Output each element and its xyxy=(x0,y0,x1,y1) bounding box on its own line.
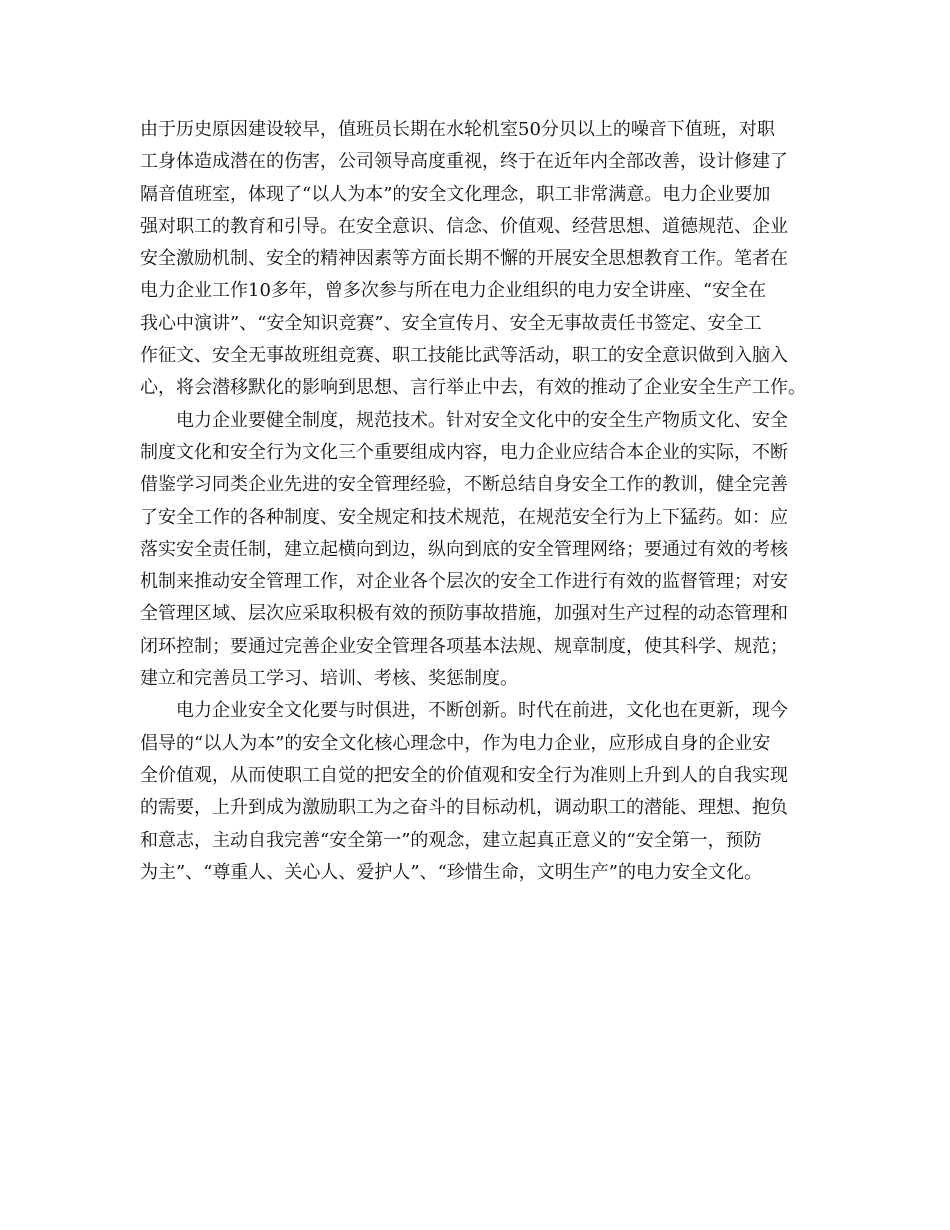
document-body xyxy=(140,114,820,889)
text-line: 的需要，上升到成为激励职工为之奋斗的目标动机，调动职工的潜能、理想、抱负 xyxy=(140,797,788,819)
text-line: 机制来推动安全管理工作，对企业各个层次的安全工作进行有效的监督管理；对安 xyxy=(140,571,788,593)
text-line: 建立和完善员工学习、培训、考核、奖惩制度。 xyxy=(140,668,518,690)
text-line: 全价值观，从而使职工自觉的把安全的价值观和安全行为准则上升到人的自我实现 xyxy=(140,764,788,786)
text-line: 倡导的“以人为本”的安全文化核心理念中，作为电力企业，应形成自身的企业安 xyxy=(140,732,771,754)
text-line: 安全激励机制、安全的精神因素等方面长期不懈的开展安全思想教育工作。笔者在 xyxy=(140,248,788,270)
text-line: 为主”、“尊重人、关心人、爱护人”、“珍惜生命，文明生产”的电力安全文化。 xyxy=(140,861,763,883)
text-line: 强对职工的教育和引导。在安全意识、信念、价值观、经营思想、道德规范、企业 xyxy=(140,215,788,237)
text-line: 作征文、安全无事故班组竞赛、职工技能比武等活动，职工的安全意识做到入脑入 xyxy=(140,345,788,367)
text-line: 借鉴学习同类企业先进的安全管理经验，不断总结自身安全工作的教训，健全完善 xyxy=(140,474,788,496)
text-line: 隔音值班室，体现了“以人为本”的安全文化理念，职工非常满意。电力企业要加 xyxy=(140,183,771,205)
text-line: 和意志，主动自我完善“安全第一”的观念，建立起真正意义的“安全第一，预防 xyxy=(140,829,762,851)
text-line: 电力企业安全文化要与时俱进，不断创新。时代在前进，文化也在更新，现今 xyxy=(176,700,788,722)
text-line: 我心中演讲”、“安全知识竞赛”、安全宣传月、安全无事故责任书签定、安全工 xyxy=(140,312,762,334)
text-line: 了安全工作的各种制度、安全规定和技术规范，在规范安全行为上下猛药。如：应 xyxy=(140,506,788,528)
text-line: 工身体造成潜在的伤害，公司领导高度重视，终于在近年内全部改善，设计修建了 xyxy=(140,151,788,173)
paragraph-1 xyxy=(140,114,820,405)
text-line: 电力企业要健全制度，规范技术。针对安全文化中的安全生产物质文化、安全 xyxy=(176,409,788,431)
text-line: 闭环控制；要通过完善企业安全管理各项基本法规、规章制度，使其科学、规范； xyxy=(140,635,788,657)
text-line: 心，将会潜移默化的影响到思想、言行举止中去，有效的推动了企业安全生产工作。 xyxy=(140,377,806,399)
text-line: 全管理区域、层次应采取积极有效的预防事故措施，加强对生产过程的动态管理和 xyxy=(140,603,788,625)
text-line: 制度文化和安全行为文化三个重要组成内容，电力企业应结合本企业的实际，不断 xyxy=(140,441,788,463)
paragraph-3 xyxy=(140,695,820,889)
paragraph-2 xyxy=(140,405,820,696)
text-line: 落实安全责任制，建立起横向到边，纵向到底的安全管理网络；要通过有效的考核 xyxy=(140,538,788,560)
text-line: 电力企业工作10多年，曾多次参与所在电力企业组织的电力安全讲座、“安全在 xyxy=(140,280,767,302)
text-line: 由于历史原因建设较早，值班员长期在水轮机室50分贝以上的噪音下值班，对职 xyxy=(140,119,775,140)
